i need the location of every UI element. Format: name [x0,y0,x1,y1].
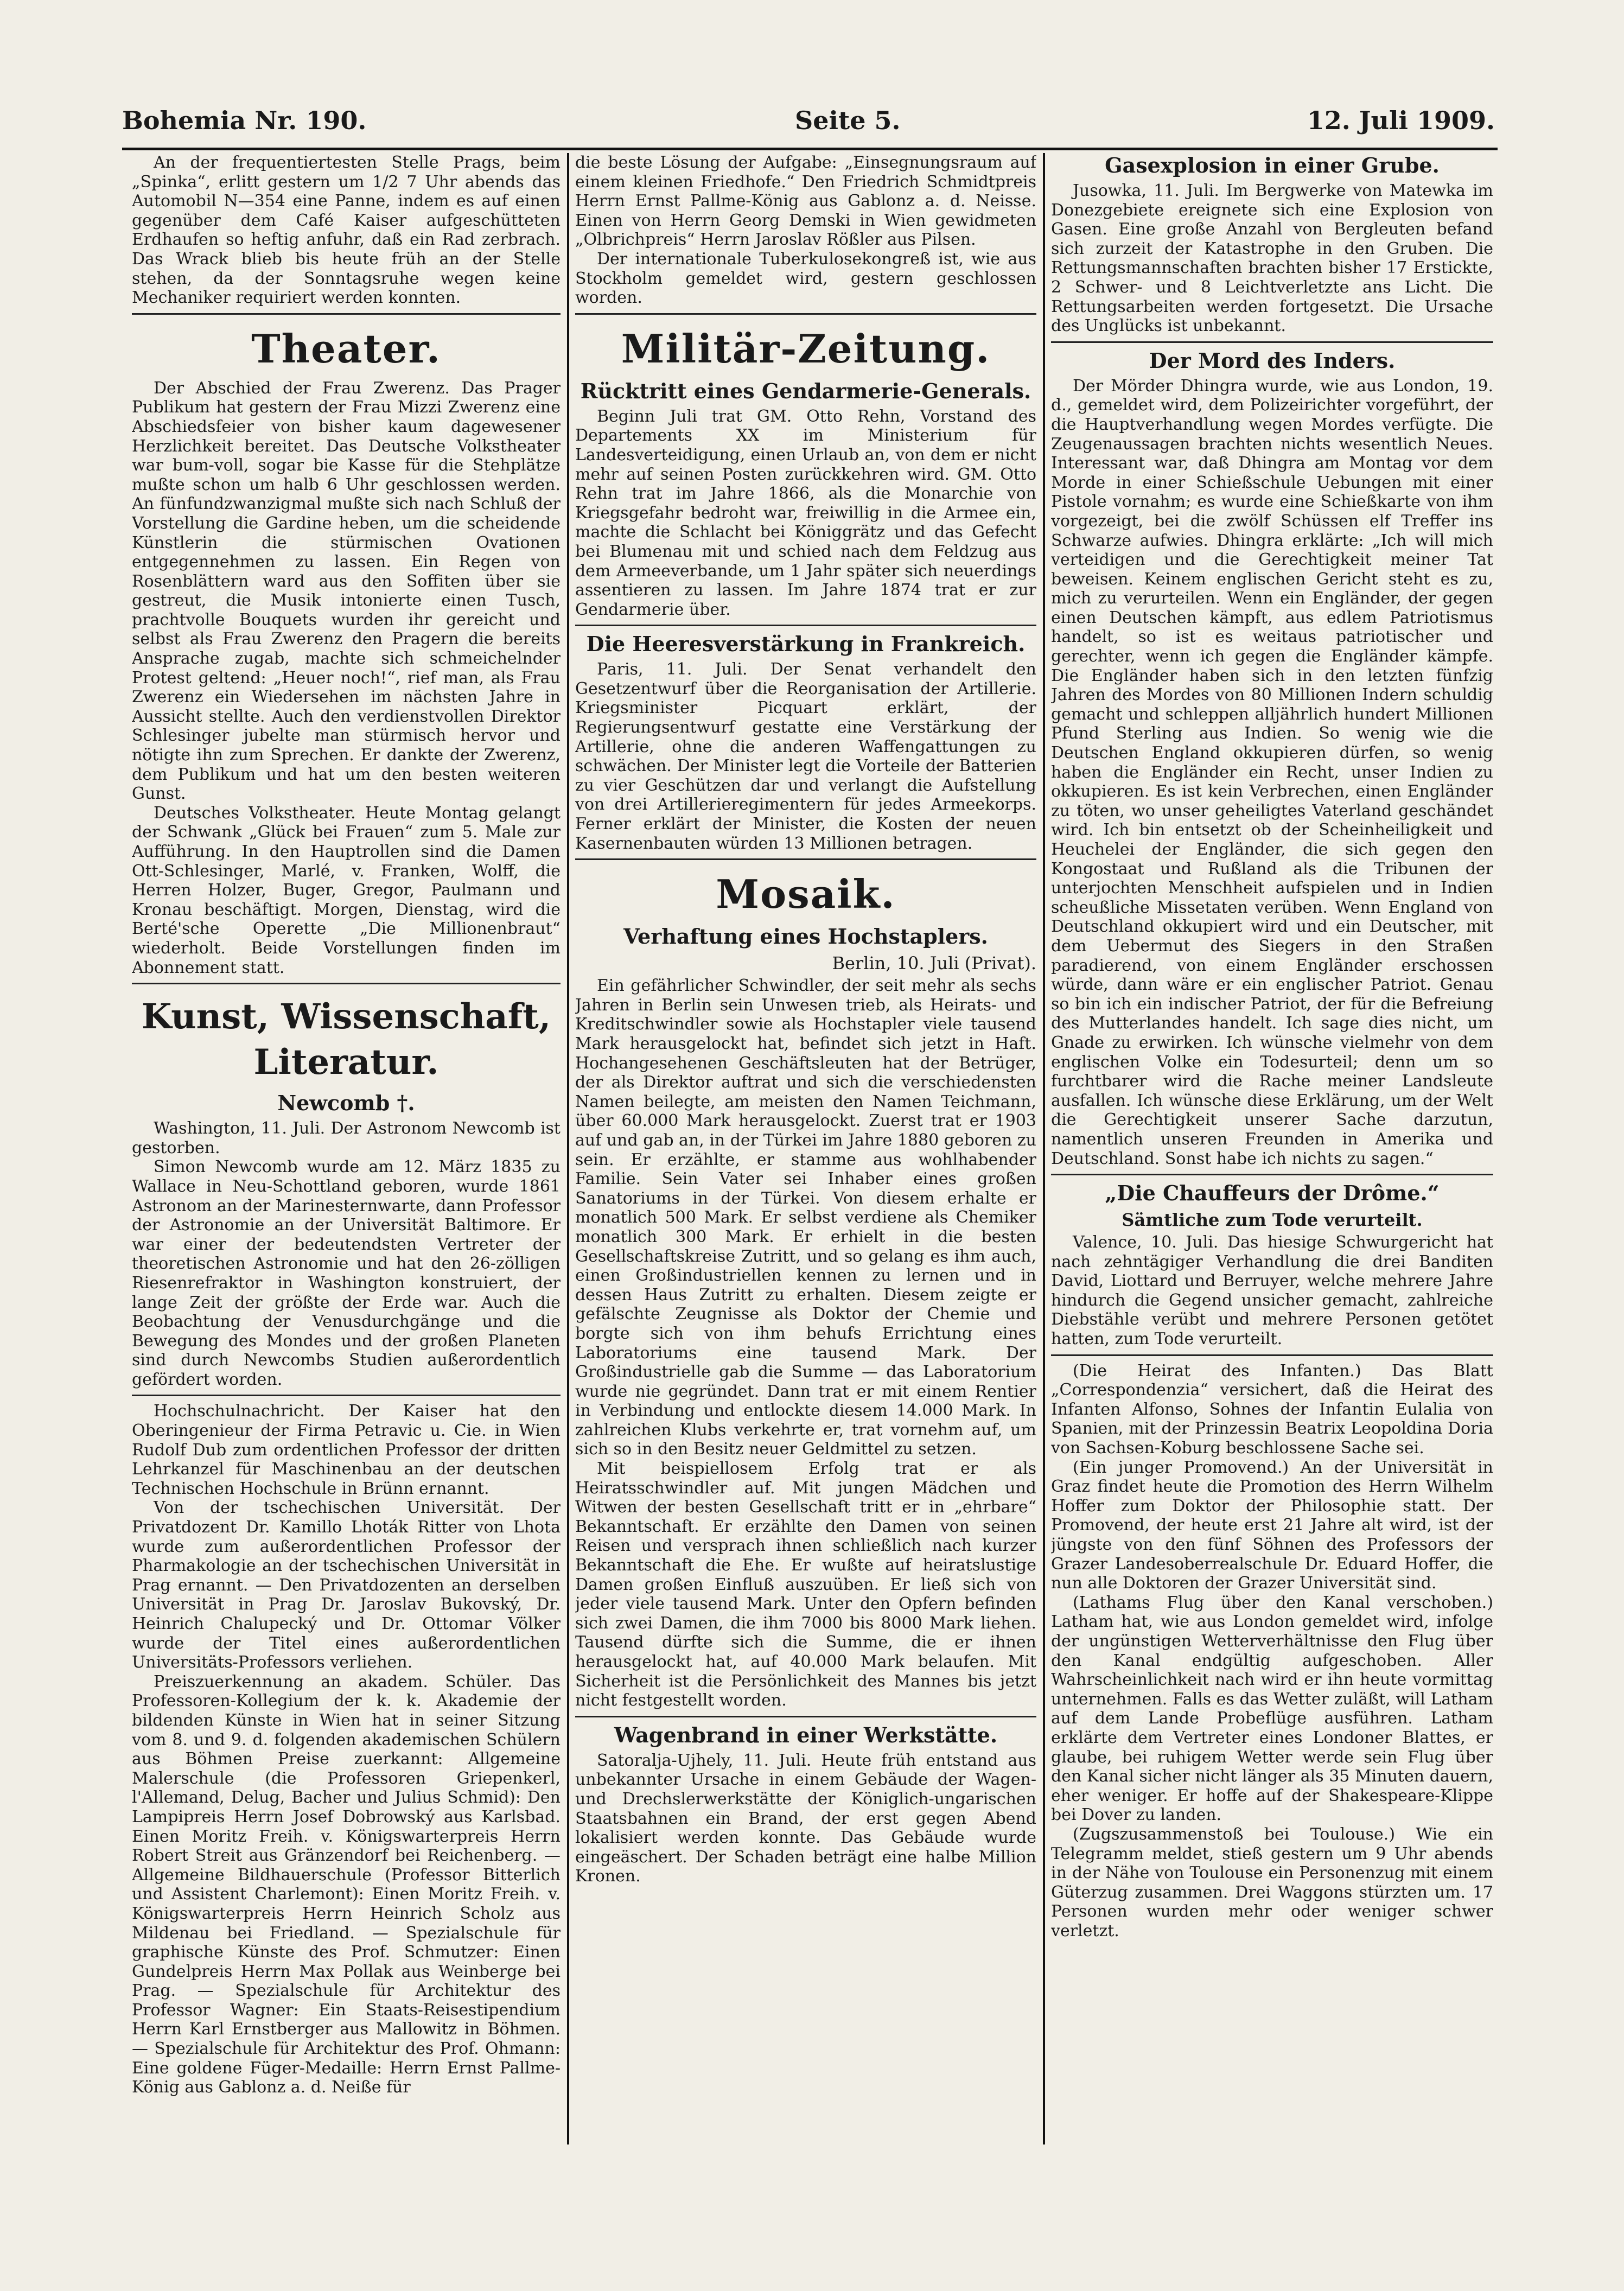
section-rule [575,1716,1036,1717]
article-gasexplosion: Jusowka, 11. Juli. Im Bergwerke von Matewka im Donezgebiete ereignete sich eine Explosion von Gasen. Eine große Anzahl von Bergleuten befand sich zurzeit der Katastrophe in den Gruben. Die Rettungsmannschaften brachten bisher 17 Erstickte, 2 Schwer- und 8 Leichtverletzte ans Licht. Die Rettungsarbeiten werden fortgesetzt. Die Ursache des Unglücks ist unbekannt. [1051,181,1493,336]
headline-chauffeurs: „Die Chauffeurs der Drôme.“ [1105,1181,1440,1206]
section-title-militaer: Militär-Zeitung. [621,325,991,372]
section-title-kunst: Kunst, Wissenschaft, Literatur. [141,996,551,1083]
dateline-verhaftung: Berlin, 10. Juli (Privat). [832,953,1036,974]
column-1 [132,153,561,2161]
section-rule [575,625,1036,626]
column-3 [1051,153,1493,2161]
section-rule [132,1395,561,1396]
page-header [122,106,1495,144]
section-rule [132,313,561,315]
section-title-mosaik: Mosaik. [716,871,896,918]
article-verhaftung-1: Ein gefährlicher Schwindler, der seit mehr als sechs Jahren in Berlin sein Unwesen trieb, als Heirats- und Kreditschwindler sowie als Hochstapler viele tausend Mark herausgelockt hat, befindet sich jetzt in Haft. Hochangesehenen Geschäftsleuten hat der Betrüger, der als Direktor auftrat und sich die verschiedensten Namen beilegte, am meisten den Namen Teichmann, über 60.000 Mark herausgelockt. Zuerst trat er 1903 auf und gab an, in der Türkei im Jahre 1880 geboren zu sein. Er erzählte, er stamme aus wohlhabender Familie. Sein Vater sei Inhaber eines großen Sanatoriums in der Türkei. Von diesem erhalte er monatlich 500 Mark. Er selbst verdiene als Chemiker monatlich 300 Mark. Er erhielt in die besten Gesellschaftskreise Zutritt, und so gelang es ihm auch, einen Großindustriellen kennen zu lernen und in dessen Haus Zutritt zu erhalten. Diesem zeigte er gefälschte Zeugnisse als Doktor der Chemie und borgte sich von ihm behufs Errichtung eines Laboratoriums eine tausend Mark. Der Großindustrielle gab die Summe — das Laboratorium wurde nie gegründet. Dann trat er mit einem Rentier in Verbindung und entlockte diesem 14.000 Mark. In zahlreichen Klubs verkehrte er, trat vornehm auf, um sich so in den Besitz neuer Geldmittel zu setzen. [575,976,1036,1459]
headline-mord-inder: Der Mord des Inders. [1149,348,1396,373]
subheadline-chauffeurs: Sämtliche zum Tode verurteilt. [1122,1210,1423,1231]
article-tschech-universitaet: Von der tschechischen Universität. Der Privatdozent Dr. Kamillo Lhoták Ritter von Lhota wurde zum außerordentlichen Professor der Pharmakologie an der tschechischen Universität in Prag ernannt. — Den Privatdozenten an derselben Universität in Prag Dr. Jaroslav Bukovský, Dr. Heinrich Chalupecký und Dr. Ottomar Völker wurde der Titel eines außerordentlichen Universitäts-Professors verliehen. [132,1498,561,1672]
column-rule-1 [567,153,569,2144]
article-automobil: An der frequentiertesten Stelle Prags, beim „Spinka“, erlitt gestern um 1/2 7 Uhr abends das Automobil N—354 eine Panne, indem es auf einen gegenüber dem Café Kaiser aufgeschütteten Erdhaufen so heftig anfuhr, daß ein Rad zerbrach. Das Wrack blieb bis heute früh an der Stelle stehen, da der Sonntagsruhe wegen keine Mechaniker requiriert werden konnten. [132,153,561,308]
article-heirat-infanten: (Die Heirat des Infanten.) Das Blatt „Correspondenzia“ versichert, daß die Heirat des Infanten Alfonso, Sohnes der Infantin Eulalia von Spanien, mit der Prinzessin Beatrix Leopoldina Doria von Sachsen-Koburg beschlossene Sache sei. [1051,1361,1493,1458]
article-ruecktritt: Beginn Juli trat GM. Otto Rehn, Vorstand des Departements XX im Ministerium für Landesverteidigung, einen Urlaub an, von dem er nicht mehr auf seinen Posten zurückkehren wird. GM. Otto Rehn trat im Jahre 1866, als die Monarchie von Kriegsgefahr bedroht war, freiwillig in die Armee ein, machte die Schlacht bei Königgrätz und das Gefecht bei Blumenau mit und schied nach dem Feldzug aus dem Armeeverbande, um 1 Jahr später sich neuerdings assentieren zu lassen. Im Jahre 1874 trat er zur Gendarmerie über. [575,406,1036,619]
headline-heeresverstaerkung: Die Heeresverstärkung in Frankreich. [586,632,1026,657]
article-newcomb-body: Simon Newcomb wurde am 12. März 1835 zu Wallace in Neu-Schottland geboren, wurde 1861 Astronom an der Marinesternwarte, dann Professor der Astronomie an der Universität Baltimore. Er war einer der bedeutendsten Vertreter der theoretischen Astronomie und hat den 26-zölligen Riesenrefraktor in Washington konstruiert, der lange Zeit der größte der Erde war. Auch die Beobachtung der Venusdurchgänge und die Bewegung des Mondes und der großen Planeten sind durch Newcombs Studien außerordentlich gefördert worden. [132,1157,561,1389]
column-2 [575,153,1036,2161]
section-rule [1051,1174,1493,1175]
article-zwerenz: Der Abschied der Frau Zwerenz. Das Prager Publikum hat gestern der Frau Mizzi Zwerenz eine Abschiedsfeier von bisher kaum dagewesener Herzlichkeit bereitet. Das Deutsche Volkstheater war bum-voll, sogar bie Kasse für die Stehplätze mußte schon um halb 6 Uhr geschlossen werden. An fünfundzwanzigmal mußte sich nach Schluß der Vorstellung die Gardine heben, um die scheidende Künstlerin die stürmischen Ovationen entgegennehmen zu lassen. Ein Regen von Rosenblättern ward aus den Soffiten über sie gestreut, die Musik intonierte einen Tusch, prachtvolle Bouquets wurden ihr gereicht und selbst als Frau Zwerenz den Pragern die bereits Ansprache zugab, machte sich schmeichelnder Protest geltend: „Heuer noch!“, rief man, als Frau Zwerenz ein Wiedersehen im nächsten Jahre in Aussicht stellte. Auch den verdienstvollen Direktor Schlesinger jubelte man stürmisch hervor und nötigte ihn zum Sprechen. Er dankte der Zwerenz, dem Publikum und hat um den besten weiteren Gunst. [132,378,561,804]
article-promovend: (Ein junger Promovend.) An der Universität in Graz findet heute die Promotion des Herrn Wilhelm Hoffer zum Doktor der Philosophie statt. Der Promovend, der heute erst 21 Jahre alt wird, ist der jüngste von den fünf Söhnen des Professors der Grazer Landesoberrealschule Dr. Eduard Hoffer, die nun alle Doktoren der Grazer Universität sind. [1051,1458,1493,1593]
article-preis-continued: die beste Lösung der Aufgabe: „Einsegnungsraum auf einem kleinen Friedhofe.“ Den Friedrich Schmidtpreis Herrn Ernst Pallme-König aus Gablonz a. d. Neisse. Einen von Herrn Georg Demski in Wien gewidmeten „Olbrichpreis“ Herrn Jaroslav Rößler aus Pilsen. [575,153,1036,250]
article-heeresverstaerkung: Paris, 11. Juli. Der Senat verhandelt den Gesetzentwurf über die Reorganisation der Artillerie. Kriegsminister Picquart erklärt, der Regierungsentwurf gestatte eine Verstärkung der Artillerie, ohne die anderen Waffengattungen zu schwächen. Der Minister legt die Vorteile der Batterien zu vier Geschützen dar und verlangt die Aufstellung von drei Artillerieregimentern für jedes Armeekorps. Ferner erklärt der Minister, die Kosten der neuen Kasernenbauten würden 13 Millionen betragen. [575,660,1036,853]
article-verhaftung-2: Mit beispiellosem Erfolg trat er als Heiratsschwindler auf. Mit jungen Mädchen und Witwen der besten Gesellschaft tritt er in „ehrbare“ Bekanntschaft. Er erzählte den Damen von seinen Reisen und versprach ihnen schließlich nach kurzer Bekanntschaft die Ehe. Er wußte auf heiratslustige Damen großen Einfluß auszuüben. Er ließ sich von jeder viele tausend Mark. Unter den Opfern befinden sich zwei Damen, die ihm 7000 bis 8000 Mark liehen. Tausend dürfte sich die Summe, die er ihnen herausgelockt hat, auf 40.000 Mark belaufen. Mit Sicherheit ist die Persönlichkeit des Mannes bis jetzt nicht festgestellt worden. [575,1459,1036,1710]
headline-verhaftung: Verhaftung eines Hochstaplers. [623,924,988,949]
article-latham: (Lathams Flug über den Kanal verschoben.) Latham hat, wie aus London gemeldet wird, infolge der ungünstigen Wetterverhältnisse den Flug über den Kanal endgültig aufgeschoben. Aller Wahrscheinlichkeit nach wird er ihn heute vormittag unternehmen. Falls es das Wetter zuläßt, will Latham auf dem Lande Probeflüge ausführen. Latham erklärte dem Vertreter eines Londoner Blattes, er glaube, bei ruhigem Wetter werde sein Flug über den Kanal sicher nicht länger als 35 Minuten dauern, eher weniger. Er hoffe auf der Shakespeare-Klippe bei Dover zu landen. [1051,1593,1493,1825]
headline-gasexplosion: Gasexplosion in einer Grube. [1105,153,1440,177]
section-rule [1051,341,1493,343]
header-rule [122,148,1498,150]
article-tuberkulose: Der internationale Tuberkulosekongreß ist, wie aus Stockholm gemeldet wird, gestern geschlossen worden. [575,249,1036,308]
header-issue: Bohemia Nr. 190. [122,106,367,135]
article-chauffeurs: Valence, 10. Juli. Das hiesige Schwurgericht hat nach zehntägiger Verhandlung die drei Banditen David, Liottard und Berruyer, welche mehrere Jahre hindurch die Gegend unsicher gemacht, zahlreiche Diebstähle verübt und mehrere Personen getötet hatten, zum Tode verurteilt. [1051,1233,1493,1349]
section-rule [575,858,1036,860]
headline-ruecktritt: Rücktritt eines Gendarmerie-Generals. [580,378,1031,403]
article-toulouse: (Zugszusammenstoß bei Toulouse.) Wie ein Telegramm meldet, stieß gestern um 9 Uhr abends in der Nähe von Toulouse ein Personenzug mit einem Güterzug zusammen. Drei Waggons stürzten um. 17 Personen wurden mehr oder weniger schwer verletzt. [1051,1824,1493,1940]
article-mord-inder: Der Mörder Dhingra wurde, wie aus London, 19. d., gemeldet wird, dem Polizeirichter vorgeführt, der die Hauptverhandlung wegen Mordes verfügte. Die Zeugenaussagen brachten nichts wesentlich Neues. Interessant war, daß Dhingra am Montag vor dem Morde in einer Schießschule Uebungen mit einer Pistole vornahm; es wurde eine Schießkarte von ihm vorgezeigt, bei die zwölf Schüssen elf Treffer ins Schwarze aufwies. Dhingra erklärte: „Ich will mich verteidigen und die Gerechtigkeit meiner Tat beweisen. Keinem englischen Gericht steht es zu, mich zu verurteilen. Wenn ein Engländer, der gegen einen Deutschen kämpft, aus edlem Patriotismus handelt, so ist es weitaus patriotischer und gerechter, wenn ich gegen die Engländer kämpfe. Die Engländer haben sich in den letzten fünfzig Jahren des Mordes von 80 Millionen Indern schuldig gemacht und schleppen alljährlich hundert Millionen Pfund Sterling aus Indien. So wenig wie die Deutschen England okkupieren dürfen, so wenig haben die Engländer ein Recht, unser Indien zu okkupieren. Es ist kein Verbrechen, einen Engländer zu töten, wo unser geheiligtes Vaterland geschändet wird. Ich bin entsetzt ob der Scheinheiligkeit und Heuchelei der Engländer, die sich gegen den Kongostaat und Rußland als die Tribunen der unterjochten Menschheit aufspielen und in Indien scheußliche Missetaten verüben. Wenn England von Deutschland okkupiert wird und ein Deutscher, mit dem Uebermut des Siegers in den Straßen paradierend, von einem Engländer erschossen würde, dann wäre er ein englischer Patriot. Genau so bin ich ein indischer Patriot, der für die Befreiung des Mutterlandes handelt. Ich sage dies nicht, um Gnade zu erwirken. Ich wünsche vielmehr von dem englischen Volke ein Todesurteil; denn um so furchtbarer wird die Rache meiner Landsleute ausfallen. Ich wünsche diese Erklärung, um der Welt die Gerechtigkeit unserer Sache darzutun, namentlich unseren Freunden in Amerika und Deutschland. Sonst habe ich nichts zu sagen.“ [1051,376,1493,1168]
header-page-number: Seite 5. [795,106,901,135]
column-rule-2 [1043,153,1045,2144]
section-rule [132,983,561,984]
article-preiszuerkennung: Preiszuerkennung an akadem. Schüler. Das Professoren-Kollegium der k. k. Akademie der bildenden Künste in Wien hat in seiner Sitzung vom 8. und 9. d. folgenden akademischen Schülern aus Böhmen Preise zuerkannt: Allgemeine Malerschule (die Professoren Griepenkerl, l'Allemand, Delug, Bacher und Julius Schmid): Den Lampipreis Herrn Josef Dobrowský aus Karlsbad. Einen Moritz Freih. v. Königswarterpreis Herrn Robert Streit aus Gränzendorf bei Reichenberg. — Allgemeine Bildhauerschule (Professor Bitterlich und Assistent Charlemont): Einen Moritz Freih. v. Königswarterpreis Herrn Heinrich Scholz aus Mildenau bei Friedland. — Spezialschule für graphische Künste des Prof. Schmutzer: Einen Gundelpreis Herrn Max Pollak aus Weinberge bei Prag. — Spezialschule für Architektur des Professor Wagner: Ein Staats-Reisestipendium Herrn Karl Ernstberger aus Mallowitz in Böhmen. — Spezialschule für Architektur des Prof. Ohmann: Eine goldene Füger-Medaille: Herrn Ernst Pallme-König aus Gablonz a. d. Neiße für [132,1672,561,2097]
header-date: 12. Juli 1909. [1307,106,1495,135]
section-rule [1051,1354,1493,1356]
article-volkstheater: Deutsches Volkstheater. Heute Montag gelangt der Schwank „Glück bei Frauen“ zum 5. Male zur Aufführung. In den Hauptrollen sind die Damen Ott-Schlesinger, Marlé, v. Franken, Wolff, die Herren Holzer, Buger, Gregor, Paulmann und Kronau beschäftigt. Morgen, Dienstag, wird die Berté'sche Operette „Die Millionenbraut“ wiederholt. Beide Vorstellungen finden im Abonnement statt. [132,803,561,977]
headline-newcomb: Newcomb †. [277,1091,415,1116]
article-newcomb-lead: Washington, 11. Juli. Der Astronom Newcomb ist gestorben. [132,1119,561,1157]
article-hochschul: Hochschulnachricht. Der Kaiser hat den Oberingenieur der Firma Petravic u. Cie. in Wien Rudolf Dub zum ordentlichen Professor der dritten Lehrkanzel für Maschinenbau an der deutschen Technischen Hochschule in Brünn ernannt. [132,1402,561,1498]
article-wagenbrand: Satoralja-Ujhely, 11. Juli. Heute früh entstand aus unbekannter Ursache in einem Gebäude der Wagen- und Drechslerwerkstätte der Königlich-ungarischen Staatsbahnen ein Brand, der erst gegen Abend lokalisiert werden konnte. Das Gebäude wurde eingeäschert. Der Schaden beträgt eine halbe Million Kronen. [575,1751,1036,1886]
section-title-theater: Theater. [251,325,441,372]
section-rule [575,313,1036,315]
headline-wagenbrand: Wagenbrand in einer Werkstätte. [614,1722,998,1747]
